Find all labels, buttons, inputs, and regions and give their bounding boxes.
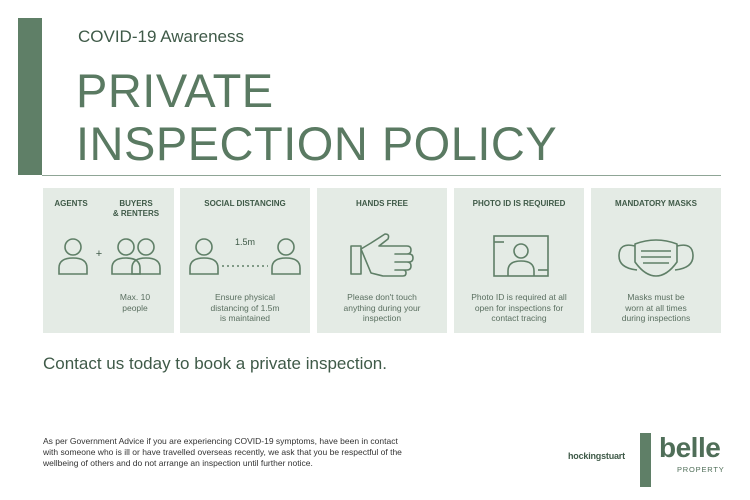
panel-description: Please don't touch anything during your inspection bbox=[343, 292, 421, 323]
brand-accent-bar bbox=[640, 433, 651, 487]
page-title bbox=[76, 64, 557, 170]
panel-label-buyers-renters: BUYERS & RENTERS bbox=[112, 199, 160, 218]
government-notice: As per Government Advice if you are experiencing COVID-19 symptoms, have been in contact with someone who is ill or have travelled overseas recently, we ask that you be respectful of the wellbeing of others and do not arrange an inspection until further notice. bbox=[43, 436, 402, 468]
panel-social-distancing bbox=[180, 188, 310, 333]
panel-label: PHOTO ID IS REQUIRED bbox=[472, 199, 566, 208]
agents-buyers-icon bbox=[51, 232, 169, 282]
panel-agents-buyers bbox=[43, 188, 174, 333]
title-line-2: INSPECTION POLICY bbox=[76, 117, 558, 170]
hockingstuart-logo: hockingstuart bbox=[568, 451, 625, 461]
panel-label: SOCIAL DISTANCING bbox=[204, 199, 286, 208]
panel-description: Max. 10 people bbox=[119, 292, 151, 313]
eyebrow: COVID-19 Awareness bbox=[78, 27, 244, 46]
mask-icon bbox=[617, 234, 695, 280]
hand-icon bbox=[349, 232, 419, 278]
panel-description: Photo ID is required at all open for inspections for contact tracing bbox=[471, 292, 567, 323]
panel-label-agents: AGENTS bbox=[54, 199, 88, 208]
belle-property-label: PROPERTY bbox=[677, 465, 725, 474]
distance-label: 1.5m bbox=[234, 237, 255, 247]
contact-message: Contact us today to book a private inspection. bbox=[43, 354, 387, 373]
photo-id-icon bbox=[492, 234, 550, 280]
plus-sign: + bbox=[95, 248, 103, 260]
accent-bar bbox=[18, 18, 42, 175]
belle-logo: belle bbox=[659, 432, 721, 463]
title-line-1: PRIVATE bbox=[76, 64, 274, 117]
panel-description: Ensure physical distancing of 1.5m is maintained bbox=[210, 292, 280, 323]
panel-photo-id bbox=[454, 188, 584, 333]
divider bbox=[42, 175, 721, 176]
panel-description: Masks must be worn at all times during inspections bbox=[621, 292, 691, 323]
panel-hands-free bbox=[317, 188, 447, 333]
panel-label: HANDS FREE bbox=[355, 199, 408, 208]
panel-label: MANDATORY MASKS bbox=[615, 199, 697, 208]
panel-masks bbox=[591, 188, 721, 333]
